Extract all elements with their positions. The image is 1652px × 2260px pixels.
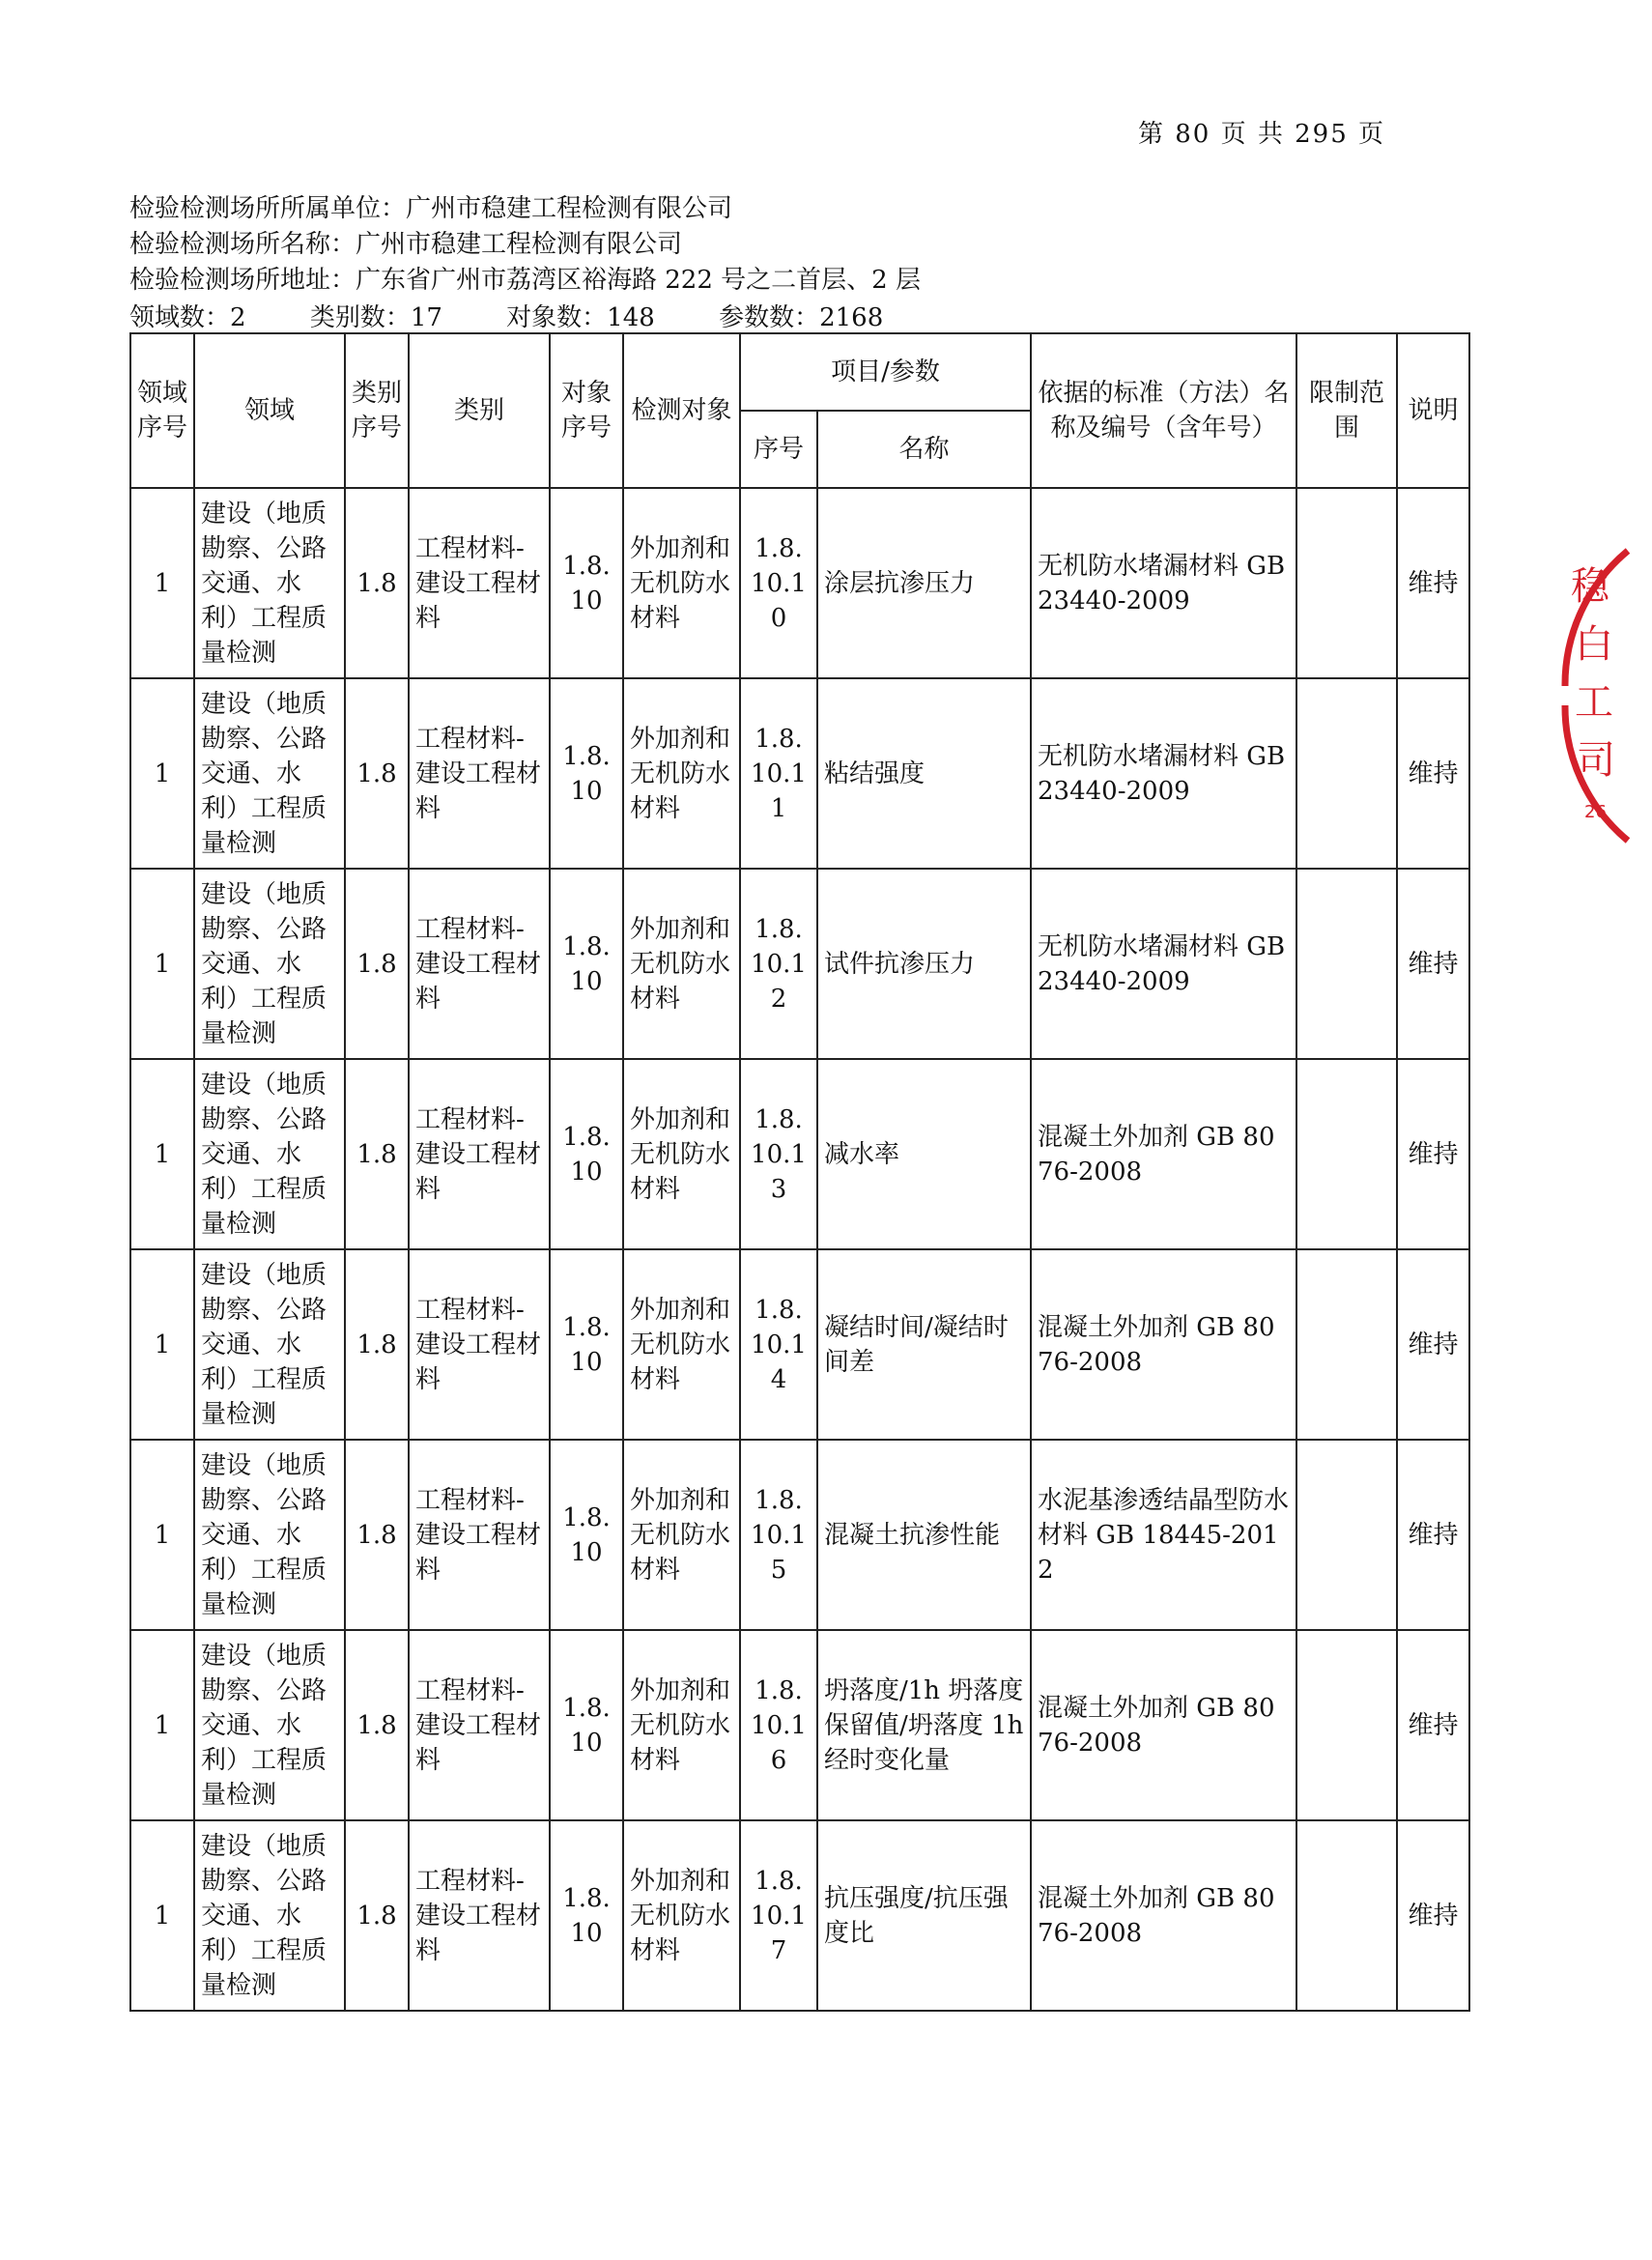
cell-limit bbox=[1296, 869, 1397, 1059]
cell-category-no: 1.8 bbox=[345, 1630, 409, 1820]
cell-domain-no: 1 bbox=[130, 1630, 194, 1820]
cell-limit bbox=[1296, 1059, 1397, 1249]
red-seal-stamp bbox=[1536, 541, 1652, 850]
cell-limit bbox=[1296, 678, 1397, 869]
cell-category: 工程材料-建设工程材料 bbox=[409, 1820, 550, 2011]
cell-object: 外加剂和无机防水材料 bbox=[623, 1820, 740, 2011]
cell-object-no: 1.8.10 bbox=[550, 488, 623, 678]
cell-object-no: 1.8.10 bbox=[550, 869, 623, 1059]
cell-item-name: 坍落度/1h 坍落度保留值/坍落度 1h经时变化量 bbox=[817, 1630, 1031, 1820]
cell-category-no: 1.8 bbox=[345, 1820, 409, 2011]
cell-object: 外加剂和无机防水材料 bbox=[623, 1440, 740, 1630]
cell-standard: 混凝土外加剂 GB 8076-2008 bbox=[1031, 1249, 1296, 1440]
cell-category: 工程材料-建设工程材料 bbox=[409, 1630, 550, 1820]
cell-note: 维持 bbox=[1397, 678, 1469, 869]
cell-limit bbox=[1296, 1249, 1397, 1440]
cell-item-no: 1.8.10.16 bbox=[740, 1630, 817, 1820]
cell-object: 外加剂和无机防水材料 bbox=[623, 678, 740, 869]
document-header bbox=[129, 191, 921, 299]
cell-object-no: 1.8.10 bbox=[550, 1249, 623, 1440]
cell-domain: 建设（地质勘察、公路交通、水利）工程质量检测 bbox=[194, 1630, 345, 1820]
svg-text:26: 26 bbox=[1584, 802, 1607, 822]
cell-object: 外加剂和无机防水材料 bbox=[623, 488, 740, 678]
table-row bbox=[130, 1249, 1469, 1440]
cell-domain-no: 1 bbox=[130, 488, 194, 678]
cell-domain: 建设（地质勘察、公路交通、水利）工程质量检测 bbox=[194, 869, 345, 1059]
cell-limit bbox=[1296, 1820, 1397, 2011]
cell-category: 工程材料-建设工程材料 bbox=[409, 1440, 550, 1630]
cell-standard: 水泥基渗透结晶型防水材料 GB 18445-2012 bbox=[1031, 1440, 1296, 1630]
cell-category-no: 1.8 bbox=[345, 678, 409, 869]
cell-limit bbox=[1296, 1440, 1397, 1630]
cell-domain-no: 1 bbox=[130, 1440, 194, 1630]
cell-standard: 混凝土外加剂 GB 8076-2008 bbox=[1031, 1820, 1296, 2011]
cell-object: 外加剂和无机防水材料 bbox=[623, 1059, 740, 1249]
table-row bbox=[130, 488, 1469, 678]
header-item-param: 项目/参数 bbox=[740, 333, 1031, 411]
cell-item-name: 凝结时间/凝结时间差 bbox=[817, 1249, 1031, 1440]
site-name-line: 检验检测场所名称：广州市稳建工程检测有限公司 bbox=[129, 230, 683, 259]
cell-object-no: 1.8.10 bbox=[550, 1630, 623, 1820]
cell-limit bbox=[1296, 1630, 1397, 1820]
domain-count: 领域数：2 bbox=[129, 303, 246, 332]
cell-standard: 混凝土外加剂 GB 8076-2008 bbox=[1031, 1630, 1296, 1820]
table-row bbox=[130, 1059, 1469, 1249]
cell-category: 工程材料-建设工程材料 bbox=[409, 869, 550, 1059]
affiliated-unit-line: 检验检测场所所属单位：广州市稳建工程检测有限公司 bbox=[129, 194, 733, 223]
cell-category-no: 1.8 bbox=[345, 869, 409, 1059]
header-item-name: 名称 bbox=[817, 411, 1031, 488]
cell-note: 维持 bbox=[1397, 1440, 1469, 1630]
header-limit: 限制范围 bbox=[1296, 333, 1397, 488]
cell-item-name: 减水率 bbox=[817, 1059, 1031, 1249]
cell-category-no: 1.8 bbox=[345, 1440, 409, 1630]
object-count: 对象数：148 bbox=[506, 303, 655, 332]
cell-item-name: 涂层抗渗压力 bbox=[817, 488, 1031, 678]
cell-standard: 无机防水堵漏材料 GB 23440-2009 bbox=[1031, 488, 1296, 678]
summary-counts bbox=[129, 298, 939, 333]
header-note: 说明 bbox=[1397, 333, 1469, 488]
cell-note: 维持 bbox=[1397, 869, 1469, 1059]
table-row bbox=[130, 869, 1469, 1059]
cell-domain: 建设（地质勘察、公路交通、水利）工程质量检测 bbox=[194, 488, 345, 678]
cell-note: 维持 bbox=[1397, 1820, 1469, 2011]
cell-object-no: 1.8.10 bbox=[550, 1059, 623, 1249]
header-category-no: 类别序号 bbox=[345, 333, 409, 488]
cell-domain-no: 1 bbox=[130, 678, 194, 869]
cell-standard: 混凝土外加剂 GB 8076-2008 bbox=[1031, 1059, 1296, 1249]
table-row bbox=[130, 1820, 1469, 2011]
cell-domain-no: 1 bbox=[130, 1820, 194, 2011]
header-object-no: 对象序号 bbox=[550, 333, 623, 488]
cell-note: 维持 bbox=[1397, 1059, 1469, 1249]
cell-domain-no: 1 bbox=[130, 1249, 194, 1440]
cell-domain: 建设（地质勘察、公路交通、水利）工程质量检测 bbox=[194, 1249, 345, 1440]
header-category: 类别 bbox=[409, 333, 550, 488]
cell-category-no: 1.8 bbox=[345, 488, 409, 678]
cell-item-name: 粘结强度 bbox=[817, 678, 1031, 869]
cell-object-no: 1.8.10 bbox=[550, 678, 623, 869]
page-number: 第 80 页 共 295 页 bbox=[1138, 120, 1386, 149]
cell-category-no: 1.8 bbox=[345, 1249, 409, 1440]
header-standard: 依据的标准（方法）名称及编号（含年号） bbox=[1031, 333, 1296, 488]
cell-category: 工程材料-建设工程材料 bbox=[409, 488, 550, 678]
table-row bbox=[130, 678, 1469, 869]
svg-text:稳: 稳 bbox=[1571, 564, 1609, 609]
cell-limit bbox=[1296, 488, 1397, 678]
table-row bbox=[130, 1630, 1469, 1820]
accreditation-table bbox=[129, 332, 1470, 2012]
cell-category: 工程材料-建设工程材料 bbox=[409, 1059, 550, 1249]
cell-item-no: 1.8.10.12 bbox=[740, 869, 817, 1059]
cell-domain: 建设（地质勘察、公路交通、水利）工程质量检测 bbox=[194, 678, 345, 869]
table-row bbox=[130, 1440, 1469, 1630]
cell-item-no: 1.8.10.13 bbox=[740, 1059, 817, 1249]
cell-object: 外加剂和无机防水材料 bbox=[623, 869, 740, 1059]
cell-object-no: 1.8.10 bbox=[550, 1820, 623, 2011]
cell-item-no: 1.8.10.10 bbox=[740, 488, 817, 678]
cell-item-no: 1.8.10.14 bbox=[740, 1249, 817, 1440]
svg-text:工: 工 bbox=[1575, 680, 1613, 725]
cell-domain-no: 1 bbox=[130, 869, 194, 1059]
cell-standard: 无机防水堵漏材料 GB 23440-2009 bbox=[1031, 869, 1296, 1059]
cell-object: 外加剂和无机防水材料 bbox=[623, 1630, 740, 1820]
header-object: 检测对象 bbox=[623, 333, 740, 488]
cell-category-no: 1.8 bbox=[345, 1059, 409, 1249]
cell-domain-no: 1 bbox=[130, 1059, 194, 1249]
cell-category: 工程材料-建设工程材料 bbox=[409, 678, 550, 869]
cell-item-no: 1.8.10.11 bbox=[740, 678, 817, 869]
cell-note: 维持 bbox=[1397, 1249, 1469, 1440]
cell-item-name: 抗压强度/抗压强度比 bbox=[817, 1820, 1031, 2011]
param-count: 参数数：2168 bbox=[719, 303, 884, 332]
cell-standard: 无机防水堵漏材料 GB 23440-2009 bbox=[1031, 678, 1296, 869]
cell-item-name: 试件抗渗压力 bbox=[817, 869, 1031, 1059]
header-item-no: 序号 bbox=[740, 411, 817, 488]
svg-text:白: 白 bbox=[1575, 622, 1613, 667]
cell-domain: 建设（地质勘察、公路交通、水利）工程质量检测 bbox=[194, 1820, 345, 2011]
header-domain-no: 领域序号 bbox=[130, 333, 194, 488]
cell-note: 维持 bbox=[1397, 1630, 1469, 1820]
table-body bbox=[130, 488, 1469, 2011]
cell-object-no: 1.8.10 bbox=[550, 1440, 623, 1630]
cell-item-no: 1.8.10.17 bbox=[740, 1820, 817, 2011]
cell-item-no: 1.8.10.15 bbox=[740, 1440, 817, 1630]
site-address-line: 检验检测场所地址：广东省广州市荔湾区裕海路 222 号之二首层、2 层 bbox=[129, 266, 921, 295]
cell-domain: 建设（地质勘察、公路交通、水利）工程质量检测 bbox=[194, 1440, 345, 1630]
cell-note: 维持 bbox=[1397, 488, 1469, 678]
category-count: 类别数：17 bbox=[309, 303, 442, 332]
cell-category: 工程材料-建设工程材料 bbox=[409, 1249, 550, 1440]
svg-text:司: 司 bbox=[1577, 738, 1615, 783]
header-domain: 领域 bbox=[194, 333, 345, 488]
cell-object: 外加剂和无机防水材料 bbox=[623, 1249, 740, 1440]
cell-item-name: 混凝土抗渗性能 bbox=[817, 1440, 1031, 1630]
cell-domain: 建设（地质勘察、公路交通、水利）工程质量检测 bbox=[194, 1059, 345, 1249]
